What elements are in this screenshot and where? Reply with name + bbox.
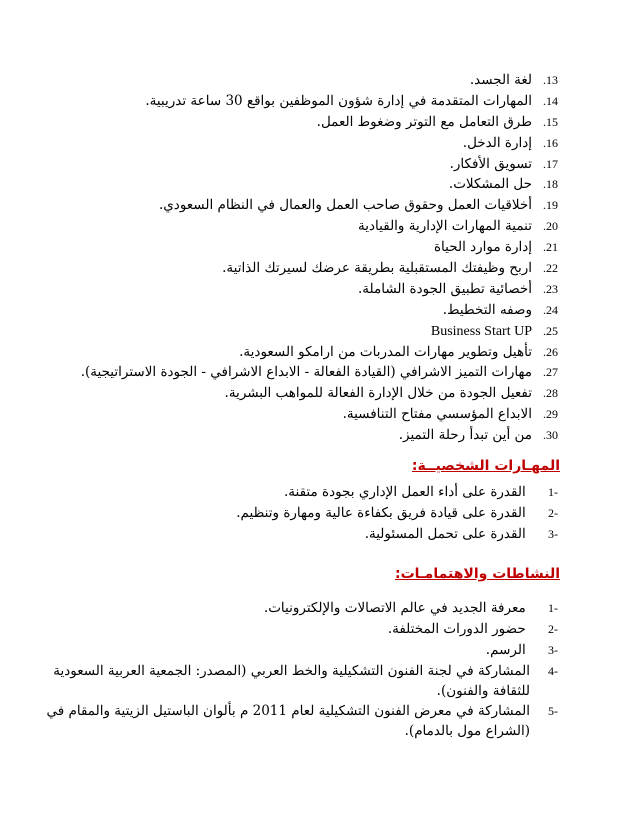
skill-item: -1 القدرة على أداء العمل الإداري بجودة متقنة. bbox=[283, 484, 558, 500]
activity-item: -5 المشاركة في معرض الفنون التشكيلية لعام 2011 م بألوان الباستيل الزيتية والمقام في (الشراع مول بالدمام). bbox=[46, 702, 558, 739]
list-item: 18.حل المشكلات. bbox=[448, 176, 558, 193]
activity-item: -4 المشاركة في لجنة الفنون التشكيلية والخط العربي (المصدر: الجمعية العربية السعودية للثقافة والفنون). bbox=[53, 662, 558, 699]
skill-item: -3 القدرة على تحمل المسئولية. bbox=[364, 525, 558, 542]
activity-item: -3 الرسم. bbox=[485, 641, 558, 658]
skills-heading: المهـارات الشخصيــة: bbox=[411, 458, 560, 474]
list-item: 25.Business Start UP bbox=[430, 323, 558, 339]
list-item: 21.إدارة موارد الحياة bbox=[433, 239, 558, 256]
list-item: 26.تأهيل وتطوير مهارات المدربات من ارامكو السعودية. bbox=[239, 343, 558, 360]
skills-list bbox=[38, 482, 558, 545]
list-item: 27.مهارات التميز الاشرافي (القيادة الفعالة - الابداع الاشرافي - الجودة الاستراتيجية). bbox=[80, 364, 558, 381]
courses-list bbox=[38, 70, 558, 446]
list-item: 17.تسويق الأفكار. bbox=[449, 155, 558, 172]
list-item: 16.إدارة الدخل. bbox=[462, 134, 558, 151]
activity-item: -2 حضور الدورات المختلفة. bbox=[387, 620, 558, 637]
list-item: 29.الابداع المؤسسي مفتاح التنافسية. bbox=[342, 406, 558, 423]
list-item: 30.من أين تبدأ رحلة التميز. bbox=[398, 427, 558, 444]
list-item: 14.المهارات المتقدمة في إدارة شؤون الموظفين بواقع 30 ساعة تدريبية. bbox=[145, 92, 558, 109]
list-item: 23.أخصائية تطبيق الجودة الشاملة. bbox=[358, 280, 558, 297]
list-item: 28.تفعيل الجودة من خلال الإدارة الفعالة للمواهب البشرية. bbox=[224, 385, 558, 402]
list-item: 13.لغة الجسد. bbox=[469, 72, 558, 88]
activity-item: -1 معرفة الجديد في عالم الاتصالات والإلكترونيات. bbox=[263, 600, 558, 616]
activities-heading: النشاطات والاهتمامـات: bbox=[394, 566, 560, 582]
list-item: 15.طرق التعامل مع التوتر وضغوط العمل. bbox=[316, 113, 558, 130]
list-item: 20.تنمية المهارات الإدارية والقيادية bbox=[358, 218, 558, 235]
activities-list bbox=[38, 598, 558, 741]
skill-item: -2 القدرة على قيادة فريق بكفاءة عالية ومهارة وتنظيم. bbox=[236, 504, 558, 521]
list-item: 24.وصفه التخطيط. bbox=[442, 301, 558, 318]
list-item: 22.اربح وظيفتك المستقبلية بطريقة عرضك لسيرتك الذاتية. bbox=[222, 260, 558, 277]
list-item: 19.أخلاقيات العمل وحقوق صاحب العمل والعمال في النظام السعودي. bbox=[158, 197, 558, 214]
